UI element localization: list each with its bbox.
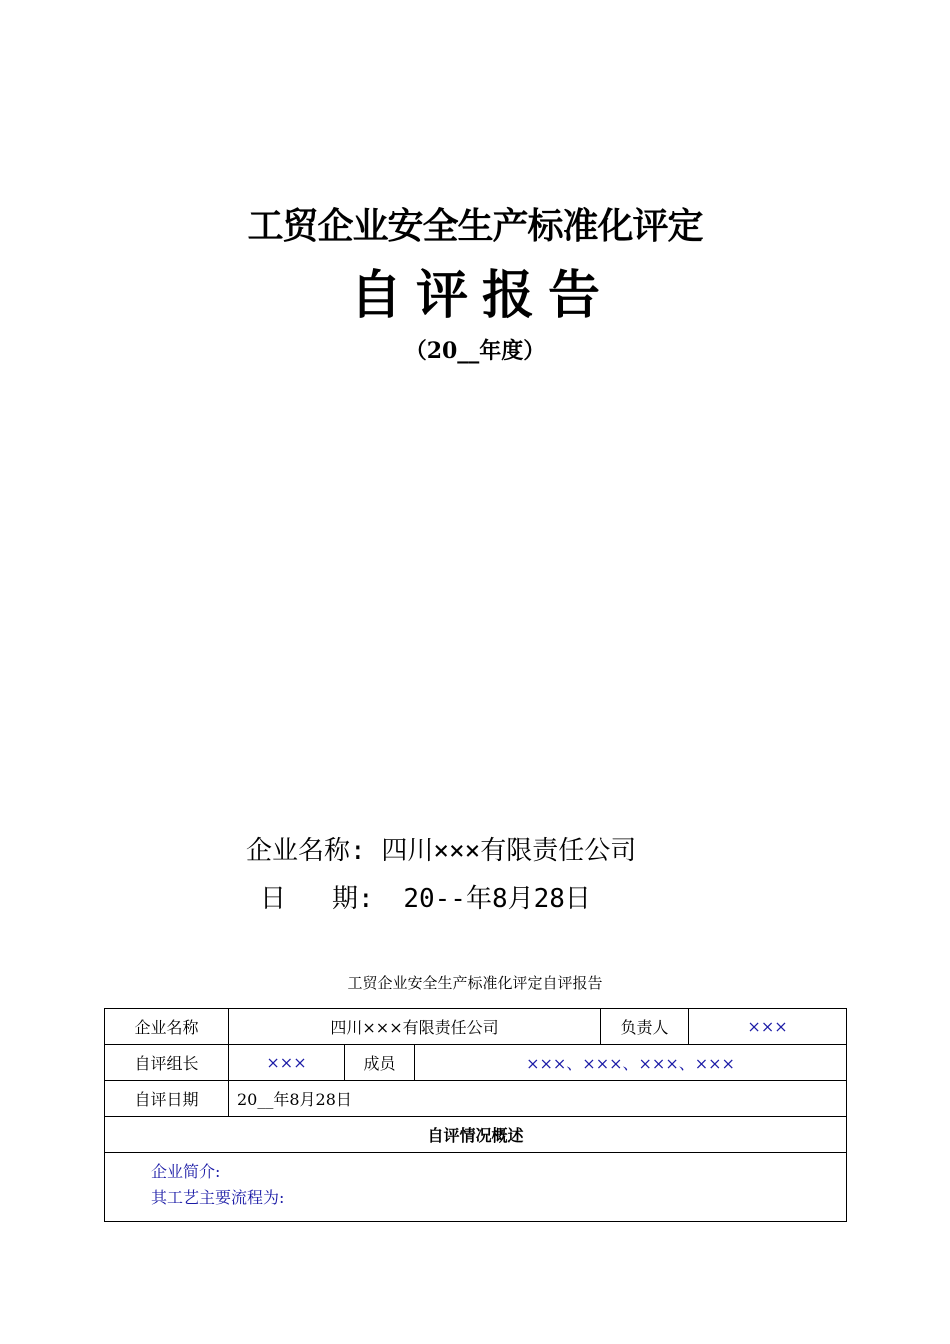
overview-line-company-intro: 企业简介:: [151, 1162, 221, 1181]
overview-line-process: 其工艺主要流程为:: [151, 1188, 285, 1207]
table-row: [105, 1045, 847, 1081]
responsible-value: ×××: [689, 1009, 847, 1045]
overview-content: [105, 1153, 847, 1222]
date-line: [260, 878, 591, 915]
table-row: [105, 1117, 847, 1153]
company-name-value: 四川×××有限责任公司: [381, 836, 637, 866]
date-label-part2: 期:: [332, 884, 374, 914]
company-name-cell-label: 企业名称: [105, 1009, 229, 1045]
evaluation-date-label: 自评日期: [105, 1081, 229, 1117]
table-caption: 工贸企业安全生产标准化评定自评报告: [347, 974, 603, 992]
leader-label: 自评组长: [105, 1045, 229, 1081]
evaluation-date-value: 20__年8月28日: [229, 1081, 847, 1117]
company-name-label: 企业名称:: [246, 836, 366, 866]
responsible-label: 负责人: [601, 1009, 689, 1045]
table-row: [105, 1081, 847, 1117]
company-name-cell-value: 四川×××有限责任公司: [229, 1009, 601, 1045]
report-title-line1: 工贸企业安全生产标准化评定: [247, 206, 703, 247]
overview-heading: 自评情况概述: [105, 1117, 847, 1153]
company-name-line: [246, 830, 636, 867]
table-row: [105, 1009, 847, 1045]
report-year: （20__年度）: [404, 338, 546, 364]
date-label-part1: 日: [260, 884, 287, 914]
self-evaluation-table: [104, 1008, 847, 1222]
table-row: [105, 1153, 847, 1222]
date-value: 20--年8月28日: [403, 884, 591, 914]
members-label: 成员: [345, 1045, 415, 1081]
members-value: ×××、×××、×××、×××: [415, 1045, 847, 1081]
report-title-line2: 自评报告: [349, 266, 614, 326]
leader-value: ×××: [229, 1045, 345, 1081]
